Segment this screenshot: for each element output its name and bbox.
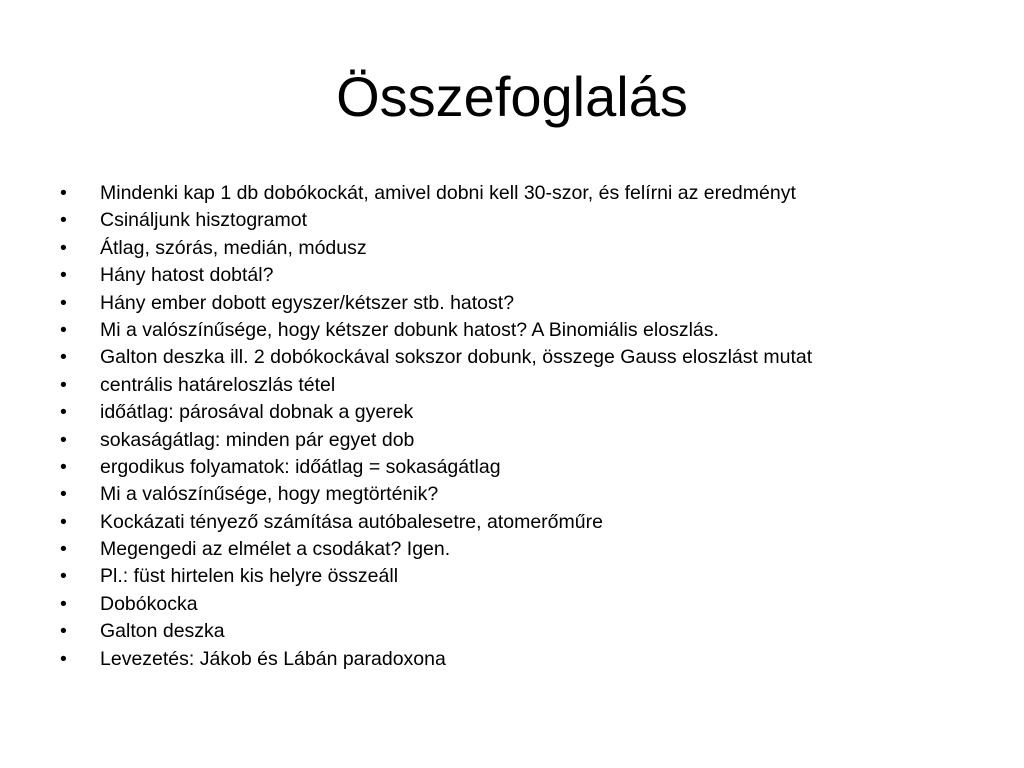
bullet-icon: • <box>60 620 67 643</box>
bullet-item <box>60 646 1000 673</box>
bullet-icon: • <box>60 373 67 396</box>
bullet-icon: • <box>60 428 67 451</box>
bullet-icon: • <box>60 647 67 670</box>
bullet-icon: • <box>60 236 67 259</box>
bullet-text: Galton deszka ill. 2 dobókockával sokszor dobunk, összege Gauss eloszlást mutat <box>100 346 813 369</box>
bullet-text: Mi a valószínűsége, hogy megtörténik? <box>100 483 439 506</box>
bullet-text: Mindenki kap 1 db dobókockát, amivel dobni kell 30-szor, és felírni az eredményt <box>100 182 796 204</box>
bullet-icon: • <box>60 592 67 615</box>
bullet-text: Megengedi az elmélet a csodákat? Igen. <box>100 538 451 561</box>
bullet-icon: • <box>60 318 67 341</box>
bullet-icon: • <box>60 291 67 314</box>
bullet-icon: • <box>60 510 67 533</box>
bullet-text: sokaságátlag: minden pár egyet dob <box>100 428 415 451</box>
bullet-list <box>60 180 1000 673</box>
bullet-item <box>60 481 1000 508</box>
bullet-icon: • <box>60 401 67 424</box>
bullet-text: Galton deszka <box>100 620 225 643</box>
bullet-item <box>60 317 1000 344</box>
bullet-item <box>60 427 1000 454</box>
bullet-item <box>60 180 1000 207</box>
bullet-text: Kockázati tényező számítása autóbalesetre, atomerőműre <box>100 510 603 533</box>
bullet-item <box>60 262 1000 289</box>
bullet-text: Hány hatost dobtál? <box>100 264 274 287</box>
bullet-text: időátlag: párosával dobnak a gyerek <box>100 401 414 424</box>
bullet-text: Pl.: füst hirtelen kis helyre összeáll <box>100 565 399 588</box>
bullet-item <box>60 235 1000 262</box>
bullet-item <box>60 509 1000 536</box>
bullet-icon: • <box>60 182 67 204</box>
bullet-icon: • <box>60 455 67 478</box>
bullet-text: Mi a valószínűsége, hogy kétszer dobunk hatost? A Binomiális eloszlás. <box>100 318 719 341</box>
bullet-item <box>60 344 1000 371</box>
bullet-item <box>60 454 1000 481</box>
bullet-text: Hány ember dobott egyszer/kétszer stb. hatost? <box>100 291 515 314</box>
bullet-text: Átlag, szórás, medián, módusz <box>100 236 367 259</box>
bullet-icon: • <box>60 346 67 369</box>
bullet-item <box>60 290 1000 317</box>
bullet-icon: • <box>60 565 67 588</box>
slide-title: Összefoglalás <box>336 65 688 128</box>
bullet-item <box>60 536 1000 563</box>
bullet-text: Dobókocka <box>100 592 198 615</box>
bullet-item <box>60 372 1000 399</box>
bullet-item <box>60 207 1000 234</box>
bullet-item <box>60 618 1000 645</box>
bullet-text: ergodikus folyamatok: időátlag = sokaságátlag <box>100 455 501 478</box>
bullet-icon: • <box>60 483 67 506</box>
bullet-icon: • <box>60 264 67 287</box>
bullet-item <box>60 591 1000 618</box>
bullet-icon: • <box>60 538 67 561</box>
bullet-icon: • <box>60 209 67 232</box>
bullet-item <box>60 399 1000 426</box>
bullet-text: Csináljunk hisztogramot <box>100 209 308 232</box>
bullet-item <box>60 563 1000 590</box>
bullet-text: centrális határeloszlás tétel <box>100 373 336 396</box>
bullet-text: Levezetés: Jákob és Lábán paradoxona <box>100 647 446 670</box>
